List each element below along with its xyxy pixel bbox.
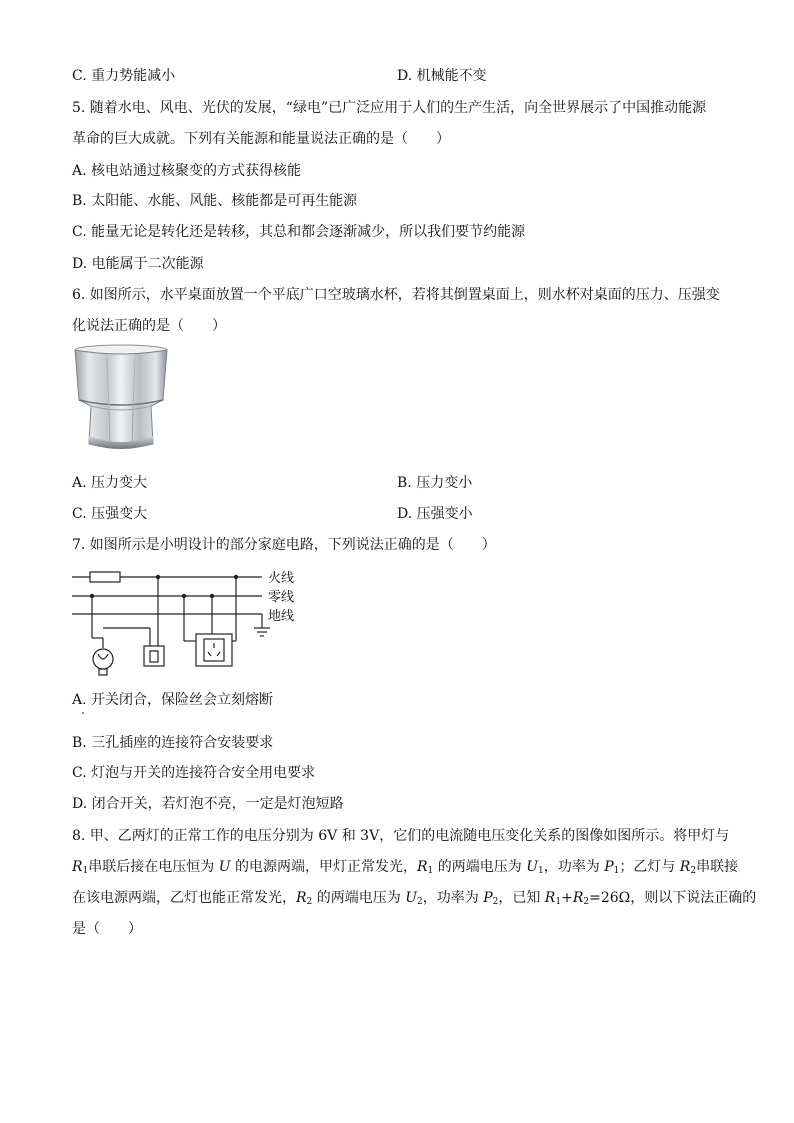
q6-option-c: C. 压强变大 bbox=[72, 506, 148, 522]
q6-option-d: D. 压强变小 bbox=[397, 506, 473, 522]
live-wire-label: 火线 bbox=[268, 571, 295, 586]
q7-option-d: D. 闭合开关，若灯泡不亮，一定是灯泡短路 bbox=[72, 796, 344, 812]
q4-option-d: D. 机械能不变 bbox=[397, 68, 487, 84]
q7-option-a: A. 开关闭合，保险丝会立刻熔断 bbox=[72, 692, 274, 708]
q8-stem-line3: 在该电源两端，乙灯也能正常发光，$R_2$ 的两端电压为 $U_2$，功率为 $P_2$，已知 $R_1+R_2=26\Omega$，则以下说法正确的 bbox=[72, 890, 757, 907]
ground-wire-label: 地线 bbox=[268, 609, 295, 624]
q6-stem-line2: 化说法正确的是（ ） bbox=[72, 318, 226, 334]
q5-option-b: B. 太阳能、水能、风能、核能都是可再生能源 bbox=[72, 193, 358, 209]
q4-option-c: C. 重力势能减小 bbox=[72, 68, 176, 84]
q8-stem-line1: 8. 甲、乙两灯的正常工作的电压分别为 6V 和 3V，它们的电流随电压变化关系的图像如图所示。将甲灯与 bbox=[72, 828, 730, 844]
q6-option-a: A. 压力变大 bbox=[72, 475, 148, 491]
q8-stem-line2: $R_1$串联后接在电压恒为 U 的电源两端，甲灯正常发光，$R_1$ 的两端电压为 $U_1$，功率为 $P_1$；乙灯与 $R_2$串联接 bbox=[72, 859, 739, 876]
q6-option-b: B. 压力变小 bbox=[397, 475, 473, 491]
q5-option-c: C. 能量无论是转化还是转移，其总和都会逐渐减少，所以我们要节约能源 bbox=[72, 224, 526, 240]
household-circuit-diagram bbox=[70, 566, 310, 678]
q7-stem: 7. 如图所示是小明设计的部分家庭电路，下列说法正确的是（ ） bbox=[72, 537, 496, 553]
q5-stem-line2: 革命的巨大成就。下列有关能源和能量说法正确的是（ ） bbox=[72, 131, 450, 147]
q5-option-d: D. 电能属于二次能源 bbox=[72, 256, 204, 272]
q5-stem-line1: 5. 随着水电、风电、光伏的发展，“绿电”已广泛应用于人们的生产生活，向全世界展示了中国推动能源 bbox=[72, 100, 707, 116]
q7-option-c: C. 灯泡与开关的连接符合安全用电要求 bbox=[72, 765, 316, 781]
q8-stem-line4: 是（ ） bbox=[72, 921, 142, 937]
q7-option-b: B. 三孔插座的连接符合安装要求 bbox=[72, 735, 274, 751]
neutral-wire-label: 零线 bbox=[268, 590, 295, 605]
glass-cup-figure bbox=[73, 344, 169, 454]
stray-mark bbox=[82, 712, 84, 714]
q5-option-a: A. 核电站通过核聚变的方式获得核能 bbox=[72, 163, 302, 179]
q6-stem-line1: 6. 如图所示，水平桌面放置一个平底广口空玻璃水杯，若将其倒置桌面上，则水杯对桌面的压力、压强变 bbox=[72, 287, 720, 303]
